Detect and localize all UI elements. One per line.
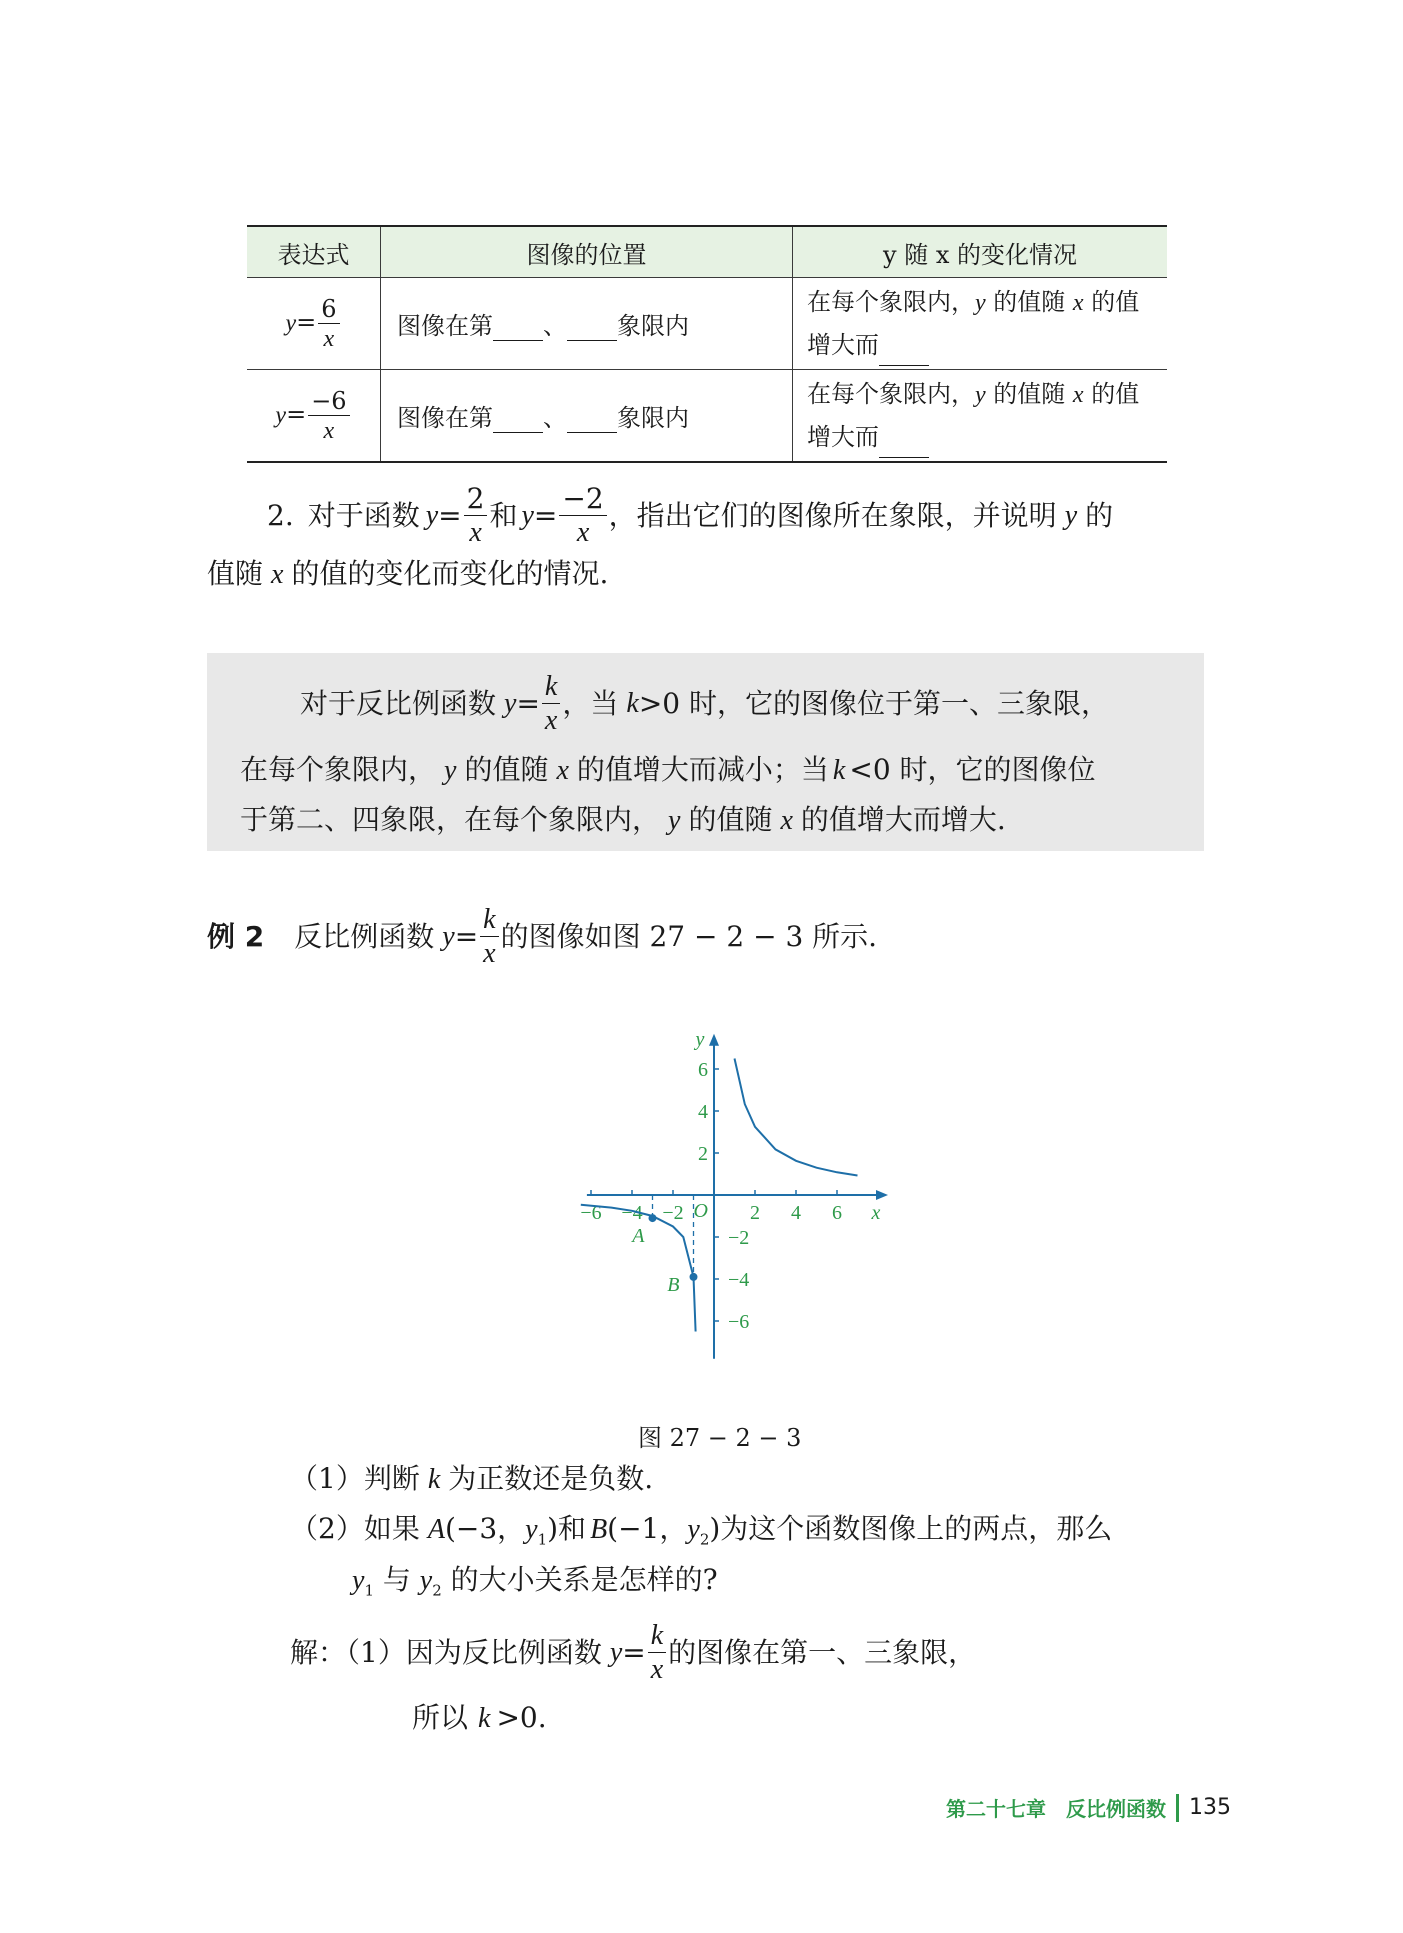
expression-cell	[247, 278, 381, 370]
answer-blank[interactable]	[493, 316, 543, 341]
denominator: x	[576, 517, 590, 548]
chapter-title: 第二十七章 反比例函数	[946, 1797, 1166, 1821]
var-y: y	[668, 805, 681, 836]
variation-text: 增大而	[807, 423, 879, 451]
subscript: 2	[699, 1530, 710, 1549]
table-row	[247, 278, 1167, 370]
var-y: y	[352, 1565, 365, 1596]
question-2	[290, 1512, 1113, 1549]
exercise-2-line-2	[207, 557, 609, 590]
summary-text: 的值增大而减小；当	[576, 753, 829, 786]
subscript: 2	[432, 1581, 442, 1600]
point-A: A	[427, 1514, 445, 1545]
answer-blank[interactable]	[493, 408, 543, 433]
var-y: y	[425, 500, 439, 531]
summary-text: <0 时，它的图像位	[849, 753, 1096, 786]
denominator: x	[323, 417, 335, 444]
answer-blank[interactable]	[879, 341, 929, 366]
summary-text: 在每个象限内，	[240, 753, 437, 786]
variation-text: 的值	[1083, 380, 1140, 408]
exercise-text: 的	[1085, 499, 1114, 532]
exercise-2	[267, 482, 1114, 548]
subscript: 1	[364, 1581, 374, 1600]
denominator: x	[323, 325, 335, 352]
question-1	[290, 1462, 654, 1495]
separator: 、	[543, 404, 567, 432]
answer-blank[interactable]	[879, 433, 929, 458]
x-tick-label: 2	[750, 1202, 760, 1224]
numerator: 6	[318, 297, 339, 324]
question-text: （2）如果	[290, 1512, 420, 1545]
var-y: y	[521, 500, 534, 531]
equals-sign: =	[533, 499, 558, 532]
exercise-text: 对于函数	[307, 499, 420, 532]
var-x: x	[1072, 382, 1084, 408]
x-axis-arrow	[876, 1190, 888, 1200]
equals-sign: =	[454, 920, 479, 953]
var-y: y	[525, 1514, 538, 1545]
var-y: y	[444, 755, 457, 786]
summary-text: 的值增大而增大.	[800, 803, 1006, 836]
y-tick-label: 2	[698, 1143, 708, 1165]
x-tick-label: −4	[621, 1202, 643, 1224]
variation-text: 在每个象限内，	[807, 380, 975, 408]
separator: 、	[543, 312, 567, 340]
question-text: (−1，	[607, 1512, 688, 1545]
exercise-text: 和	[489, 499, 518, 532]
summary-text: 的值随	[464, 753, 549, 786]
question-text: (−3，	[444, 1512, 526, 1545]
var-y: y	[442, 921, 455, 952]
var-k: k	[626, 688, 639, 719]
origin-label: O	[693, 1200, 708, 1222]
equals-sign: =	[438, 499, 462, 532]
denominator: x	[544, 705, 558, 736]
variation-cell	[793, 370, 1168, 463]
table-row	[247, 370, 1167, 463]
numerator: k	[542, 673, 560, 704]
var-y: y	[285, 310, 297, 336]
summary-line-2	[240, 753, 1096, 786]
question-text: 与	[373, 1563, 420, 1596]
var-y: y	[609, 1637, 623, 1668]
example-2	[207, 906, 877, 968]
denominator: x	[469, 517, 482, 548]
solution-line-2	[412, 1701, 547, 1734]
var-x: x	[271, 559, 284, 590]
figure-caption: 图 27 − 2 − 3	[638, 1424, 802, 1452]
expression-cell	[247, 370, 381, 463]
var-y: y	[1064, 500, 1078, 531]
y-tick-label: 6	[698, 1059, 708, 1081]
position-text: 象限内	[617, 312, 689, 340]
y-tick-label: 4	[698, 1101, 708, 1123]
question-text: （1）判断	[290, 1462, 420, 1495]
denominator: x	[483, 938, 496, 969]
summary-text: >0 时，它的图像位于第一、三象限，	[638, 687, 1109, 720]
exercise-text: ，指出它们的图像所在象限，并说明	[608, 499, 1057, 532]
var-y: y	[687, 1514, 700, 1545]
x-tick-label: 4	[791, 1202, 801, 1224]
solution-text: >0.	[496, 1701, 547, 1734]
solution-text: 解：（1）因为反比例函数	[290, 1636, 602, 1669]
position-text: 图像在第	[397, 404, 493, 432]
numerator: 2	[464, 485, 488, 516]
fraction	[542, 673, 560, 735]
fraction	[480, 906, 498, 968]
position-cell	[381, 370, 793, 463]
equals-sign: =	[296, 308, 317, 336]
numerator: k	[480, 906, 498, 937]
var-y: y	[975, 382, 986, 408]
var-x: x	[780, 805, 793, 836]
fraction	[559, 482, 606, 548]
exercise-number: 2.	[267, 499, 294, 532]
numerator: −6	[308, 389, 349, 416]
variation-text: 的值	[1083, 288, 1140, 316]
y-tick-label: −4	[728, 1269, 750, 1291]
question-text: 为正数还是负数.	[448, 1462, 654, 1495]
var-y: y	[275, 402, 287, 428]
equals-sign: =	[516, 687, 540, 720]
var-y: y	[504, 688, 517, 719]
var-k: k	[832, 755, 846, 786]
var-k: k	[427, 1464, 441, 1495]
exercise-text: 值随	[207, 557, 264, 590]
summary-line-3	[240, 803, 1006, 836]
answer-blank[interactable]	[567, 316, 617, 341]
var-x: x	[1072, 290, 1084, 316]
solution-text: 所以	[412, 1701, 469, 1734]
variation-cell	[793, 278, 1168, 370]
fraction	[308, 386, 349, 444]
summary-text: 的值随	[688, 803, 773, 836]
x-tick-label: −2	[662, 1202, 684, 1224]
x-tick-label: 6	[832, 1202, 842, 1224]
position-text: 图像在第	[397, 312, 493, 340]
y-tick-label: −6	[728, 1311, 750, 1333]
position-text: 象限内	[617, 404, 689, 432]
fraction	[464, 482, 488, 548]
point-label: A	[632, 1225, 645, 1248]
point-B: B	[590, 1514, 608, 1545]
position-cell	[381, 278, 793, 370]
solution-text: 的图像在第一、三象限，	[668, 1636, 977, 1669]
y-axis-label: y	[695, 1028, 705, 1051]
exercise-text: 的值的变化而变化的情况.	[291, 557, 609, 590]
example-label: 例 2	[207, 920, 265, 953]
table-header-row	[247, 226, 1167, 278]
question-2-line-2	[352, 1563, 718, 1600]
hyperbola-branch-q1	[735, 1059, 858, 1176]
variation-text: 的值随	[985, 288, 1073, 316]
hyperbola-figure	[520, 980, 920, 1380]
solution-line-1	[290, 1622, 976, 1684]
summary-line-1	[300, 673, 1109, 735]
example-text: 的图像如图 27 − 2 − 3 所示.	[500, 920, 878, 953]
footer-divider	[1176, 1794, 1179, 1822]
y-tick-label: −2	[728, 1227, 750, 1249]
header-expression: 表达式	[247, 226, 381, 278]
page-footer	[946, 1793, 1231, 1822]
fraction	[648, 1622, 666, 1684]
point-label: B	[667, 1273, 680, 1296]
var-k: k	[478, 1703, 491, 1734]
x-tick-label: −6	[580, 1202, 602, 1224]
question-text: )为这个函数图像上的两点，那么	[709, 1512, 1113, 1545]
point-a	[649, 1214, 657, 1222]
summary-text: 对于反比例函数	[300, 687, 497, 720]
x-axis-label: x	[871, 1202, 881, 1224]
point-b	[690, 1273, 698, 1281]
var-y: y	[419, 1565, 433, 1596]
y-axis-arrow	[709, 1034, 719, 1046]
summary-text: ，当	[562, 687, 619, 720]
subscript: 1	[537, 1530, 548, 1549]
summary-text: 于第二、四象限，在每个象限内，	[240, 803, 661, 836]
numerator: k	[648, 1622, 666, 1653]
numerator: −2	[559, 485, 606, 516]
question-text: 的大小关系是怎样的?	[441, 1563, 718, 1596]
question-text: )和	[547, 1512, 587, 1545]
variation-text: 的值随	[985, 380, 1073, 408]
fraction	[318, 294, 339, 352]
variation-text: 增大而	[807, 331, 879, 359]
var-x: x	[556, 755, 569, 786]
answer-blank[interactable]	[567, 408, 617, 433]
example-text: 反比例函数	[294, 920, 435, 953]
equals-sign: =	[622, 1636, 646, 1669]
equals-sign: =	[286, 400, 307, 428]
expression-table	[247, 225, 1167, 463]
variation-text: 在每个象限内，	[807, 288, 975, 316]
var-y: y	[975, 290, 986, 316]
header-variation: y 随 x 的变化情况	[793, 226, 1168, 278]
page-number: 135	[1189, 1795, 1231, 1820]
header-position: 图像的位置	[381, 226, 793, 278]
denominator: x	[650, 1654, 664, 1685]
